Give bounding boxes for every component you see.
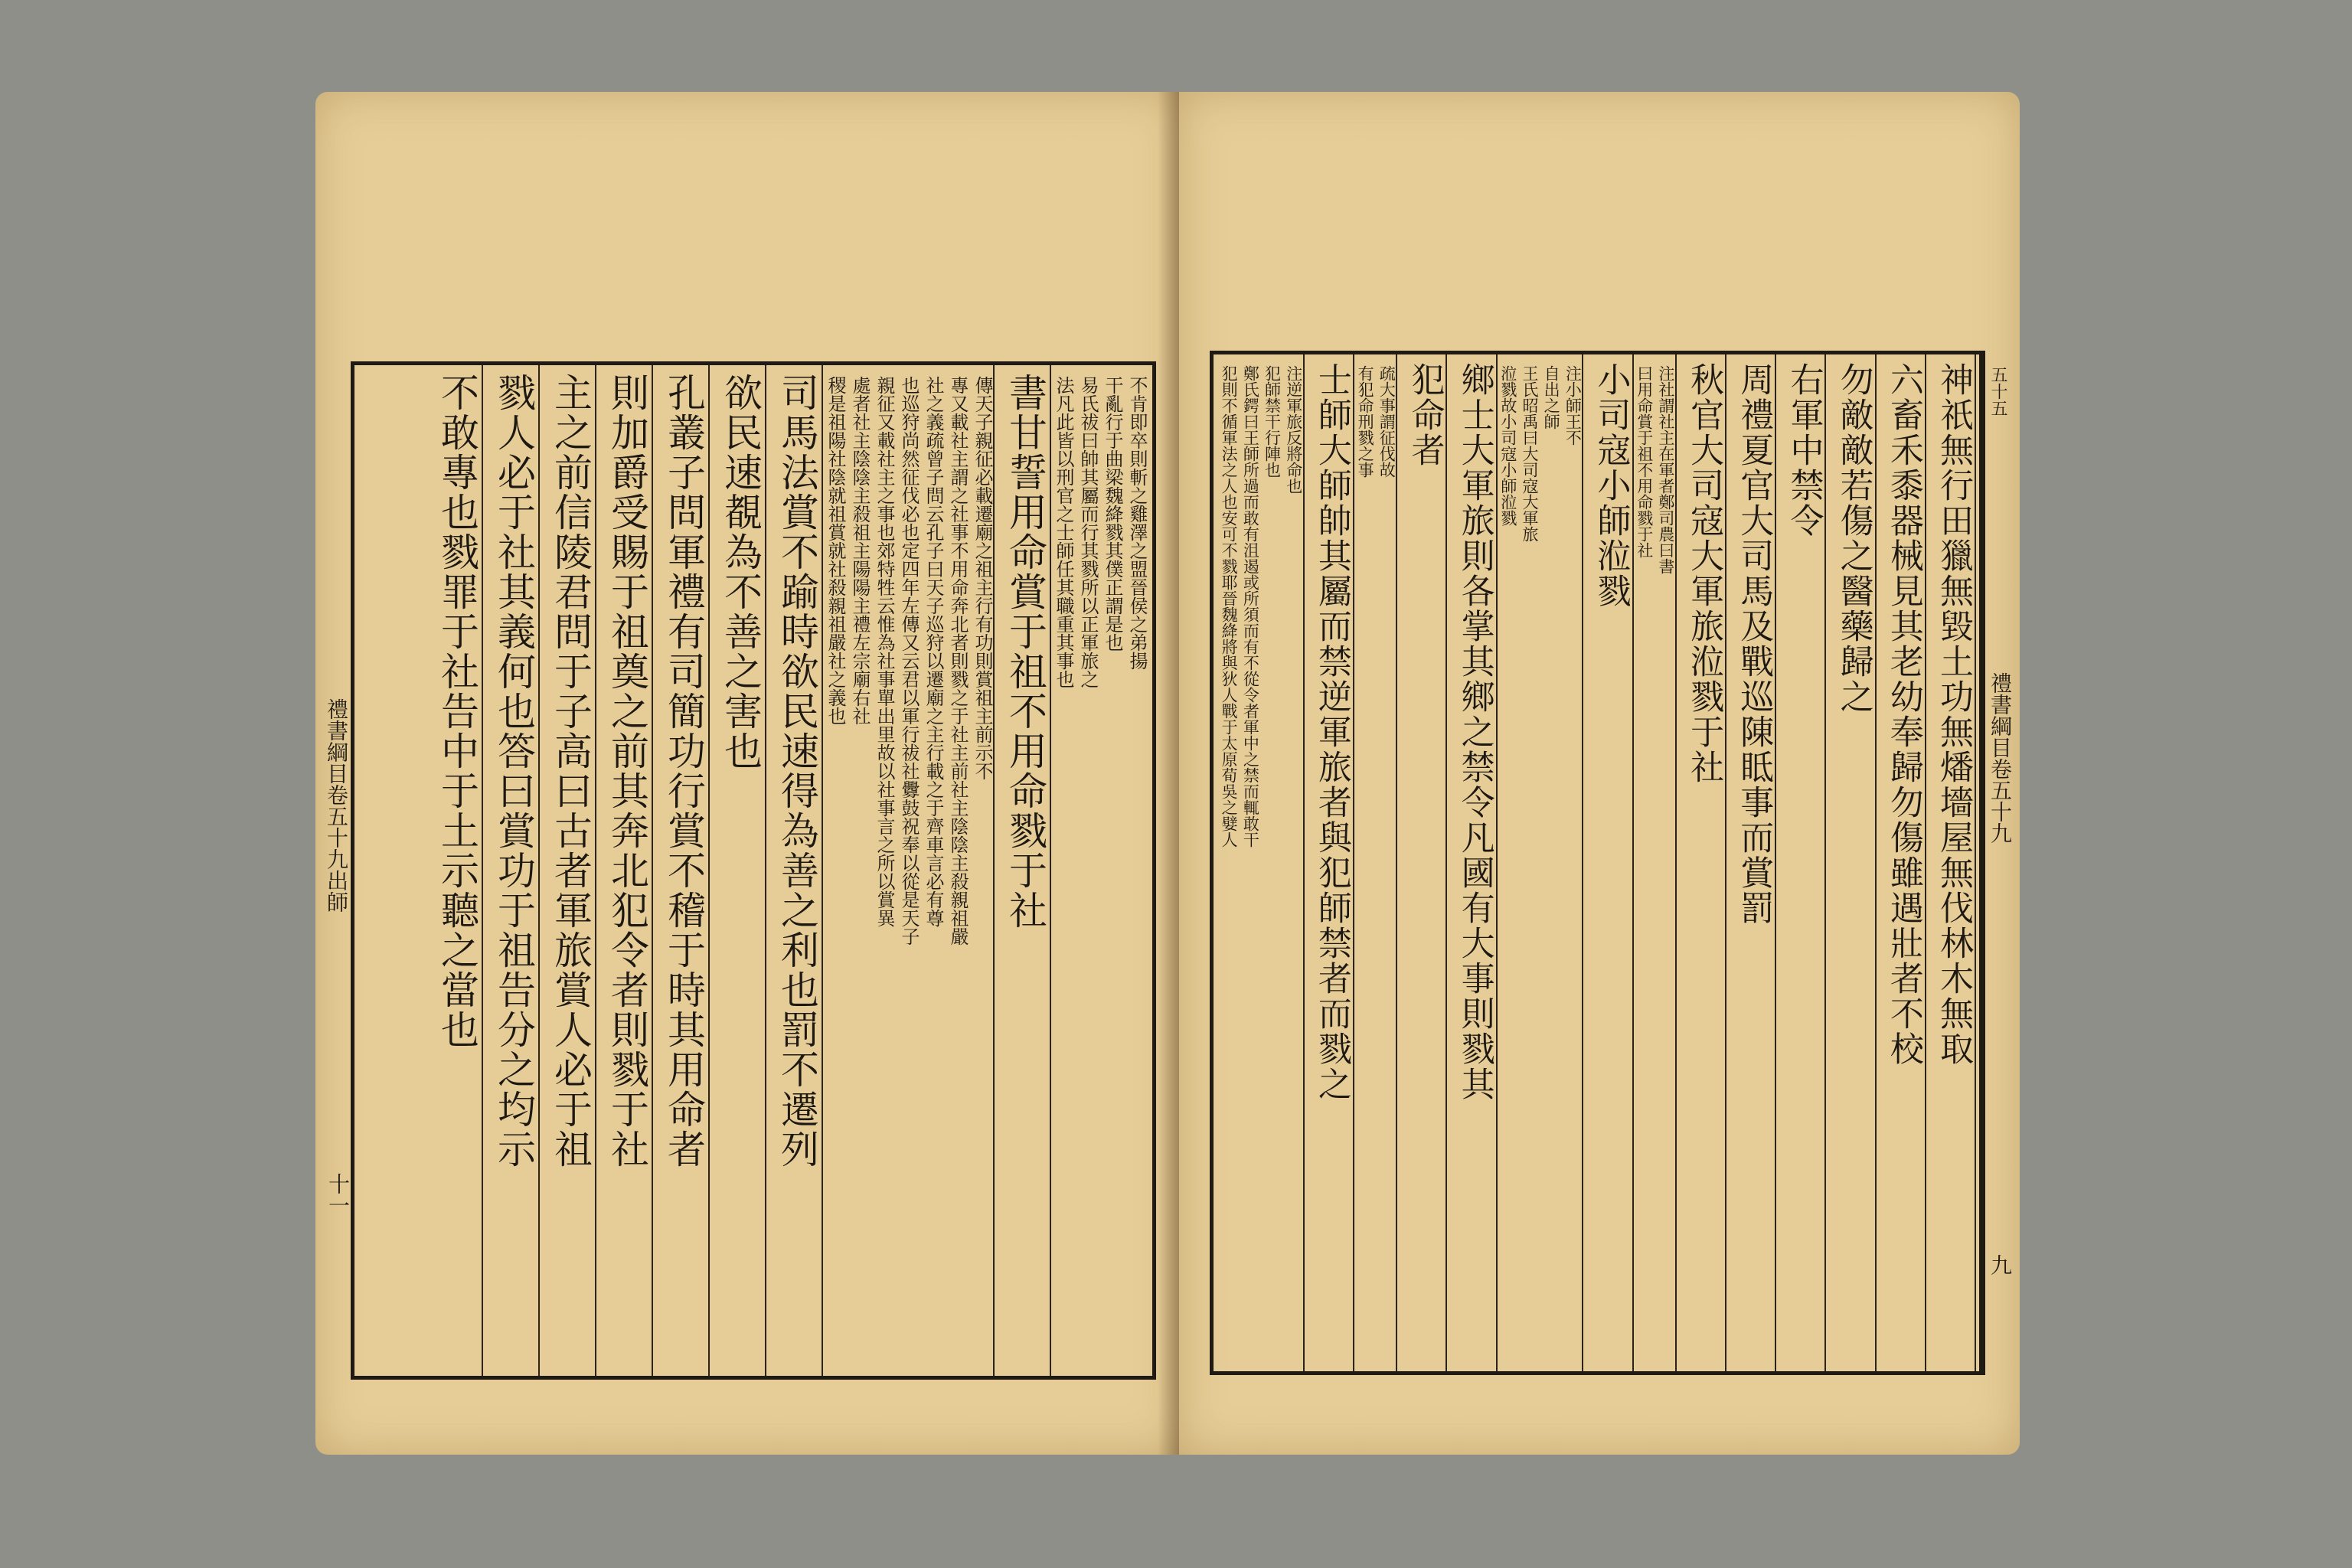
text-column: 疏大事謂征伐故 [1377,365,1396,478]
column-rule [1396,354,1397,1371]
column-rule [538,365,540,1376]
column-rule [765,365,766,1376]
column-rule [1632,354,1634,1371]
text-column: 犯則不循軍法之人也安可不戮耶晉魏絳將與狄人戰于太原荀吳之嬖人 [1220,365,1239,848]
right-strip-title: 禮書綱目卷五十九 [1988,672,2013,844]
text-column: 親征又載社主之事也郊特牲云惟為社事單出里故以社事言之所以賞異 [874,376,895,927]
text-column: 有犯命刑戮之事 [1356,365,1375,478]
left-page [315,92,1181,1455]
text-column: 欲民速覩為不善之害也 [718,373,763,771]
text-column: 處者社主陰陰主殺祖主陽陽主禮左宗廟右社 [849,376,871,725]
right-strip-corner: 五十五 [1988,366,2007,416]
text-column: 專又載社主謂之社事不用命奔北者則戮之于社主前社主陰陰主殺親祖嚴 [947,376,969,946]
column-rule [482,365,483,1376]
left-strip-title: 禮書綱目卷五十九出師 [324,698,349,913]
right-center-strip [1983,351,2013,1375]
text-column: 司馬法賞不踰時欲民速得為善之利也罰不遷列 [775,373,819,1169]
column-rule [1875,354,1877,1371]
text-column: 不肯即卒則斬之雞澤之盟晉侯之弟揚 [1126,376,1148,670]
column-rule [1303,354,1305,1371]
column-rule [652,365,653,1376]
text-column: 易氏祓曰帥其屬而行其戮所以正軍旅之 [1077,376,1099,688]
text-column: 也巡狩尚然征伐必也定四年左傳又云君以軍行祓社釁鼓祝奉以從是天子 [898,376,920,946]
column-rule [1446,354,1447,1371]
text-column: 鄉士大軍旅則各掌其鄉之禁令凡國有大事則戮其 [1455,362,1494,1102]
text-column: 士師大師帥其屬而禁逆軍旅者與犯師禁者而戮之 [1312,362,1351,1102]
text-column: 注逆軍旅反將命也 [1284,365,1303,494]
column-rule [993,365,995,1376]
column-rule [1975,354,1976,1371]
text-column: 犯命者 [1405,362,1445,468]
text-column: 戮人必于社其義何也答曰賞功于祖告分之均示 [492,373,536,1169]
column-rule [1775,354,1776,1371]
text-column: 小司寇小師涖戮 [1591,362,1631,609]
text-column: 涖戮故小司寇小師涖戮 [1498,365,1517,526]
text-column: 自出之師 [1542,365,1561,430]
text-column: 注社謂社主在軍者鄭司農曰書 [1656,365,1675,574]
left-center-strip [322,361,353,1380]
text-column: 鄭氏鍔曰王師所過而敢有沮遏或所須而有不從令者軍中之禁而輒敢干 [1241,365,1260,848]
column-rule [708,365,710,1376]
left-text-frame [351,361,1156,1380]
text-column: 不敢專也戮罪于社告中于土示聽之當也 [435,373,479,1050]
right-text-frame [1210,351,1983,1375]
text-column: 傳天子親征必載遷廟之祖主行有功則賞祖主前示不 [972,376,993,780]
text-column: 干亂行于曲梁魏絳戮其僕正謂是也 [1102,376,1123,652]
text-column: 六畜禾黍器械見其老幼奉歸勿傷雖遇壯者不校 [1883,362,1923,1067]
column-rule [1824,354,1826,1371]
text-column: 右軍中禁令 [1784,362,1824,538]
text-column: 勿敵敵若傷之醫藥歸之 [1834,362,1873,714]
open-book [315,92,2020,1455]
column-rule [1582,354,1583,1371]
text-column: 書甘誓用命賞于祖不用命戮于社 [1003,373,1047,930]
text-column: 王氏昭禹曰大司寇大軍旅 [1521,365,1539,542]
right-strip-folio: 九 [1988,1254,2013,1276]
text-column: 神祇無行田獵無毀土功無燔墻屋無伐林木無取 [1933,362,1973,1067]
text-column: 曰用命賞于祖不用命戮于社 [1635,365,1654,558]
text-column: 法凡此皆以刑官之士師任其職重其事也 [1053,376,1074,688]
left-text-columns [354,365,1152,1376]
text-column: 主之前信陵君問于子高曰古者軍旅賞人必于祖 [548,373,593,1169]
text-column: 則加爵受賜于祖奠之前其奔北犯令者則戮于社 [605,373,649,1169]
text-column: 孔叢子問軍禮有司簡功行賞不稽于時其用命者 [662,373,706,1169]
right-page [1179,92,2020,1455]
column-rule [1675,354,1677,1371]
text-column: 社之義疏曾子問云孔子曰天子巡狩以遷廟之主行載之于齊車言必有尊 [923,376,944,927]
text-column: 犯師禁干行陣也 [1263,365,1282,478]
column-rule [1925,354,1926,1371]
text-column: 周禮夏官大司馬及戰巡陳眡事而賞罰 [1734,362,1774,926]
column-rule [1353,354,1354,1371]
right-text-columns [1214,354,1979,1371]
column-rule [1050,365,1051,1376]
column-rule [822,365,823,1376]
column-rule [1725,354,1726,1371]
text-column: 稷是祖陽社陰就祖賞就社殺親祖嚴社之義也 [825,376,846,725]
text-column: 秋官大司寇大軍旅涖戮于社 [1684,362,1724,785]
text-column: 注小師王不 [1563,365,1583,446]
left-strip-folio: 十一 [325,1173,351,1216]
column-rule [595,365,596,1376]
column-rule [1496,354,1498,1371]
